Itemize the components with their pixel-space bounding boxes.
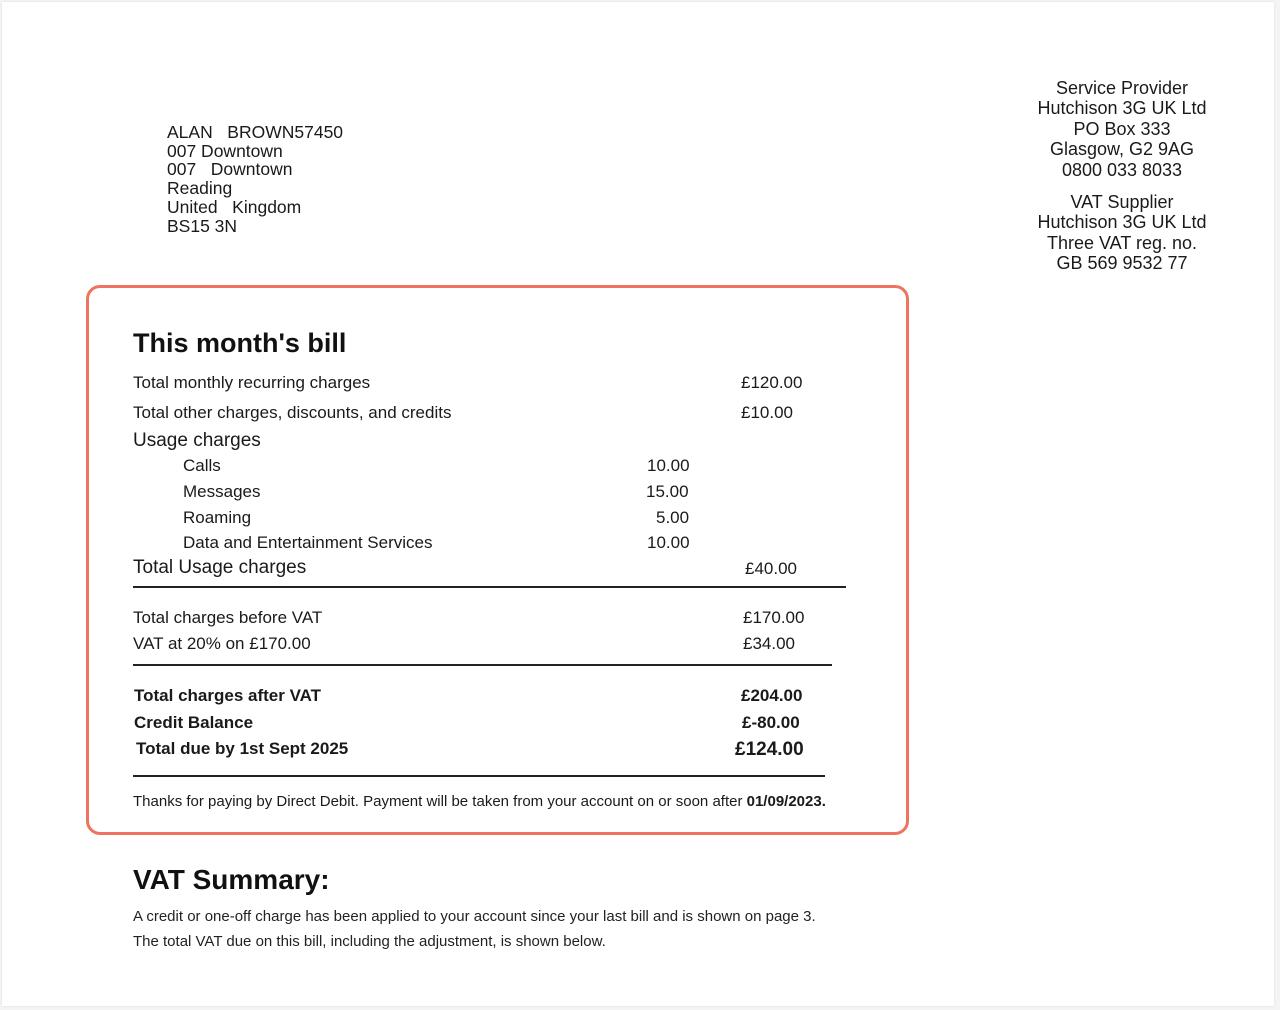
address-line: United Kingdom xyxy=(167,196,302,217)
bill-page xyxy=(2,2,1274,1006)
address-line: BS15 3N xyxy=(167,215,238,236)
service-provider-line: PO Box 333 xyxy=(1073,118,1171,139)
provider-info xyxy=(1002,78,1242,274)
credit-balance-amount: £-80.00 xyxy=(742,713,800,732)
service-provider-line: Glasgow, G2 9AG xyxy=(1049,139,1195,160)
usage-charges-heading: Usage charges xyxy=(133,430,261,451)
customer-address xyxy=(167,123,343,235)
vat-summary-line: The total VAT due on this bill, including the adjustment, is shown below. xyxy=(133,933,606,950)
service-provider-line: 0800 033 8033 xyxy=(1061,159,1183,180)
after-vat-amount: £204.00 xyxy=(741,686,803,705)
vat-summary-title: VAT Summary: xyxy=(133,864,330,895)
address-line: ALAN BROWN57450 xyxy=(167,122,344,142)
address-line: 007 Downtown xyxy=(167,140,283,161)
service-provider-line: Hutchison 3G UK Ltd xyxy=(1037,98,1207,119)
usage-item-label: Messages xyxy=(183,482,261,501)
address-line: 007 Downtown xyxy=(167,159,293,180)
vat-supplier-line: Hutchison 3G UK Ltd xyxy=(1037,212,1207,233)
credit-balance-label: Credit Balance xyxy=(134,713,254,732)
vat-summary-line: A credit or one-off charge has been applied to your account since your last bill and is shown on page 3. xyxy=(133,908,816,925)
usage-item-amount: 10.00 xyxy=(647,456,690,475)
recurring-charges-label: Total monthly recurring charges xyxy=(133,373,371,392)
vat-label: VAT at 20% on £170.00 xyxy=(133,634,311,653)
usage-item-amount: 10.00 xyxy=(647,533,690,552)
before-vat-label: Total charges before VAT xyxy=(133,608,323,627)
payment-date: 01/09/2023. xyxy=(746,793,826,810)
usage-item-amount: 15.00 xyxy=(646,482,689,501)
service-provider-line: Service Provider xyxy=(1055,78,1189,98)
usage-item-label: Calls xyxy=(183,456,221,475)
address-line: Reading xyxy=(167,178,233,199)
direct-debit-note xyxy=(133,793,826,810)
before-vat-amount: £170.00 xyxy=(743,608,805,627)
divider xyxy=(133,664,832,666)
bill-title: This month's bill xyxy=(133,328,347,358)
vat-supplier-line: Three VAT reg. no. xyxy=(1046,232,1198,253)
total-due-label: Total due by 1st Sept 2025 xyxy=(136,739,349,758)
other-charges-amount: £10.00 xyxy=(741,403,793,422)
divider xyxy=(133,775,825,777)
total-due-amount: £124.00 xyxy=(735,739,804,760)
after-vat-label: Total charges after VAT xyxy=(134,686,322,705)
usage-item-amount: 5.00 xyxy=(656,508,690,527)
recurring-charges-amount: £120.00 xyxy=(741,373,803,392)
direct-debit-note-text: Thanks for paying by Direct Debit. Payment will be taken from your account on or soon after xyxy=(133,793,747,810)
usage-total-label: Total Usage charges xyxy=(133,557,307,578)
vat-amount: £34.00 xyxy=(743,634,795,653)
other-charges-label: Total other charges, discounts, and credits xyxy=(133,403,452,422)
monthly-bill-box xyxy=(86,285,909,835)
vat-supplier-line: VAT Supplier xyxy=(1070,192,1174,213)
usage-total-amount: £40.00 xyxy=(745,559,797,578)
usage-item-label: Data and Entertainment Services xyxy=(183,533,433,552)
usage-item-label: Roaming xyxy=(183,508,252,527)
vat-supplier-line: GB 569 9532 77 xyxy=(1056,253,1188,274)
vat-summary-text xyxy=(133,904,816,954)
divider xyxy=(133,586,846,588)
